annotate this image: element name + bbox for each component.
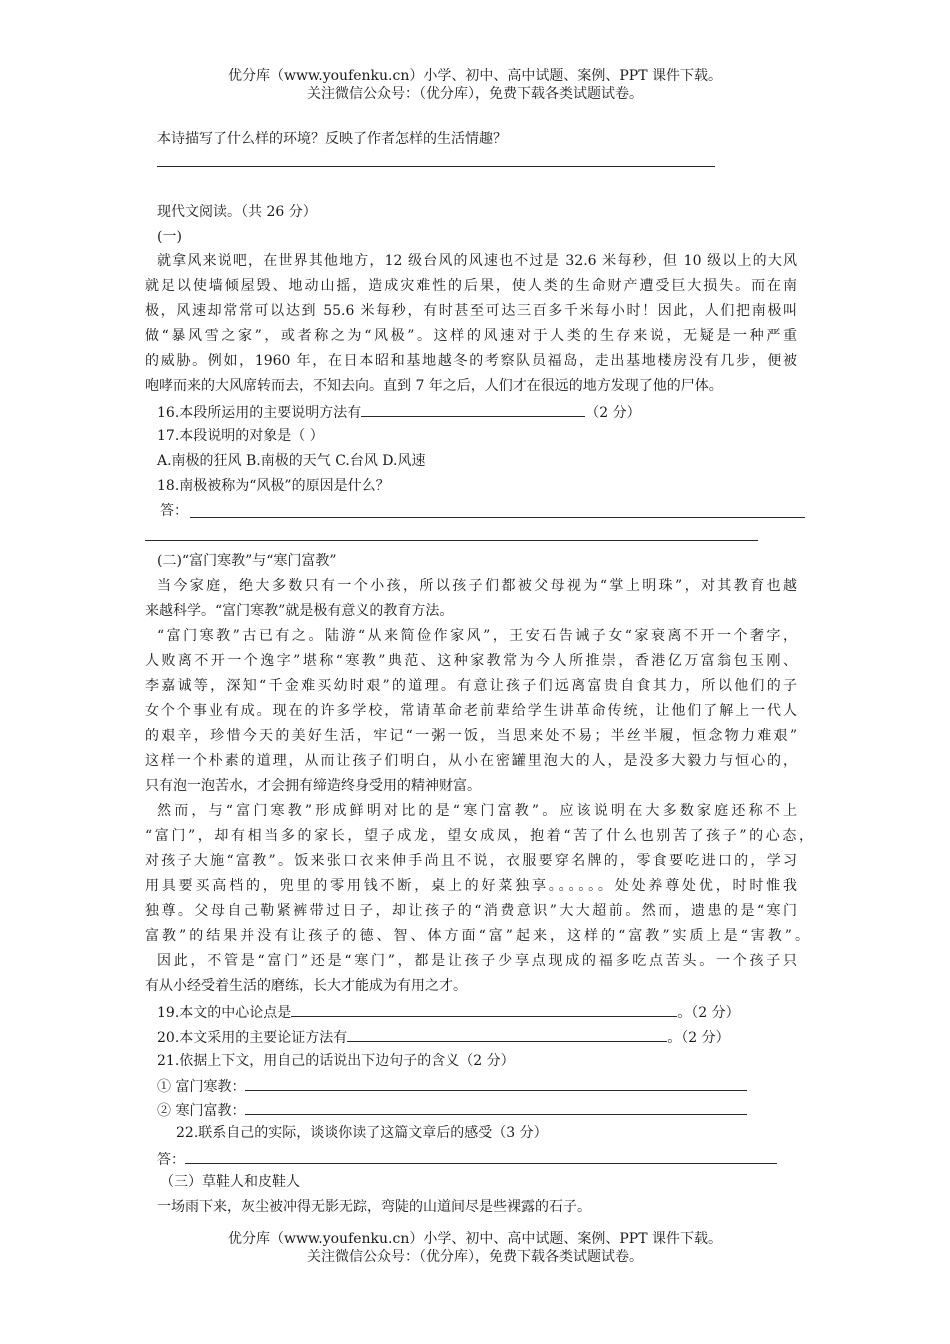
part2-paragraph-line: 的艰辛，珍惜今天的美好生活，牢记“一粥一饭，当思来处不易；半丝半履，恒念物力难艰”	[145, 728, 797, 744]
part1-paragraph-line: 的威胁。例如，1960 年，在日本昭和基地越冬的考察队员福岛，走出基地楼房没有几步，便被	[145, 353, 797, 369]
footer-line-2: 关注微信公众号：（优分库），免费下载各类试题试卷。	[307, 1249, 643, 1265]
question-21-item-b	[157, 1100, 747, 1120]
part1-label: (一)	[157, 229, 182, 245]
header-line-2: 关注微信公众号：（优分库），免费下载各类试题试卷。	[307, 86, 643, 102]
part2-paragraph-line: 富教”的结果并没有让孩子的德、智、体方面“富”起来，这样的“富教”实质上是“害教”。	[145, 928, 809, 944]
section-title: 现代文阅读。（共 26 分）	[157, 204, 317, 220]
question-16	[157, 402, 641, 422]
question-21: 21.依据上下文，用自己的话说出下边句子的含义（2 分）	[157, 1053, 515, 1069]
part1-paragraph-line: 就足以使墙倾屋毁、地动山摇，造成灾难性的后果，使人类的生命财产遭受巨大损失。而在南	[145, 278, 797, 294]
part2-paragraph-line: 来越科学。“富门寒教”就是极有意义的教育方法。	[145, 603, 454, 619]
part2-paragraph-line: 用具要买高档的，兜里的零用钱不断，桌上的好菜独享。。。。。。处处养尊处优，时时惟我	[145, 878, 797, 894]
question-20-text: 20.本文采用的主要论证方法有	[157, 1030, 348, 1046]
part2-paragraph-line: 因此，不管是“富门”还是“寒门”，都是让孩子少享点现成的福多吃点苦头。一个孩子只	[157, 953, 797, 969]
part1-paragraph-line: 咆哮而来的大风席转而去，不知去向。直到 7 年之后，人们才在很远的地方发现了他的尸体。	[145, 378, 723, 394]
part2-paragraph-line: 独尊。父母自己勒紧裤带过日子，却让孩子的“消费意识”大大超前。然而，遗患的是“寒门	[145, 903, 797, 919]
question-16-score: （2 分）	[585, 405, 641, 421]
answer-blank[interactable]	[361, 402, 585, 417]
part2-paragraph-line: “富门”，却有相当多的家长，望子成龙，望女成凤，抱着“苦了什么也别苦了孩子”的心态，	[145, 828, 813, 844]
part2-paragraph-line: 当今家庭，绝大多数只有一个小孩，所以孩子们都被父母视为“掌上明珠”，对其教育也越	[157, 578, 797, 594]
part2-paragraph-line: 李嘉诚等，深知“千金难买幼时艰”的道理。有意让孩子们远离富贵自食其力，所以他们的子	[145, 678, 797, 694]
question-17-options: A.南极的狂风 B.南极的天气 C.台风 D.风速	[157, 453, 426, 469]
question-20-score: 。（2 分）	[667, 1030, 730, 1046]
answer-label: 答：	[160, 503, 188, 519]
answer-label: 答：	[157, 1152, 185, 1168]
question-22-answer	[157, 1149, 777, 1169]
part2-paragraph-line: 对孩子大施“富教”。饭来张口衣来伸手尚且不说，衣服要穿名牌的，零食要吃进口的，学习	[145, 853, 797, 869]
part1-paragraph-line: 极，风速却常常可以达到 55.6 米每秒，有时甚至可达三百多千米每小时！因此，人们把南极叫	[145, 303, 797, 319]
part1-paragraph-line: 就拿风来说吧，在世界其他地方，12 级台风的风速也不过是 32.6 米每秒，但 10 级以上的大风	[157, 253, 797, 269]
answer-blank[interactable]	[291, 1002, 677, 1017]
question-21-item-a	[157, 1076, 747, 1096]
question-18: 18.南极被称为“风极”的原因是什么？	[157, 478, 390, 494]
question-19	[157, 1002, 740, 1022]
part2-paragraph-line: “富门寒教”古已有之。陆游“从来简俭作家风”，王安石告诫子女“家衰离不开一个奢字，	[157, 628, 797, 644]
answer-blank[interactable]	[347, 1027, 667, 1042]
question-17: 17.本段说明的对象是（ ）	[157, 428, 324, 444]
part2-paragraph-line: 只有泡一泡苦水，才会拥有缔造终身受用的精神财富。	[145, 778, 481, 794]
header-line-1: 优分库（www.youfenku.cn）小学、初中、高中试题、案例、PPT 课件下载。	[227, 68, 722, 84]
question-20	[157, 1027, 730, 1047]
part2-paragraph-line: 人败离不开一个逸字”堪称“寒教”典范、这种家教常为今人所推崇，香港亿万富翁包玉刚、	[145, 653, 797, 669]
question-21-item-b-label: ② 寒门富教：	[157, 1103, 246, 1119]
part2-paragraph-line: 女个个事业有成。现在的许多学校，常请革命老前辈给学生讲革命传统，让他们了解上一代人	[145, 703, 797, 719]
part2-paragraph-line: 这样一个朴素的道理，从而让孩子们明白，从小在密罐里泡大的人，是没多大毅力与恒心的，	[145, 753, 797, 769]
answer-line[interactable]	[190, 517, 805, 518]
answer-blank[interactable]	[245, 1076, 747, 1091]
part2-paragraph-line: 然而，与“富门寒教”形成鲜明对比的是“寒门富教”。应该说明在大多数家庭还称不上	[157, 803, 797, 819]
question-21-item-a-label: ① 富门寒教：	[157, 1079, 246, 1095]
answer-line	[157, 166, 715, 167]
question-22: 22.联系自己的实际，谈谈你读了这篇文章后的感受（3 分）	[176, 1125, 548, 1141]
answer-line[interactable]	[145, 540, 758, 541]
footer-line-1: 优分库（www.youfenku.cn）小学、初中、高中试题、案例、PPT 课件下载。	[227, 1231, 722, 1247]
part1-paragraph-line: 做“暴风雪之家”，或者称之为“风极”。这样的风速对于人类的生存来说，无疑是一种严重	[145, 328, 797, 344]
poem-question: 本诗描写了什么样的环境？反映了作者怎样的生活情趣？	[157, 131, 507, 147]
question-19-text: 19.本文的中心论点是	[157, 1005, 292, 1021]
question-16-text: 16.本段所运用的主要说明方法有	[157, 405, 362, 421]
part3-paragraph-line: 一场雨下来，灰尘被冲得无影无踪，弯陡的山道间尽是些裸露的石子。	[157, 1199, 591, 1215]
answer-blank[interactable]	[185, 1149, 777, 1164]
part2-paragraph-line: 有从小经受着生活的磨练，长大才能成为有用之才。	[145, 978, 467, 994]
answer-blank[interactable]	[245, 1100, 747, 1115]
part3-title: （三）草鞋人和皮鞋人	[160, 1174, 300, 1190]
part2-title: (二)“富门寒教”与“寒门富教”	[157, 553, 337, 569]
question-19-score: 。（2 分）	[677, 1005, 740, 1021]
